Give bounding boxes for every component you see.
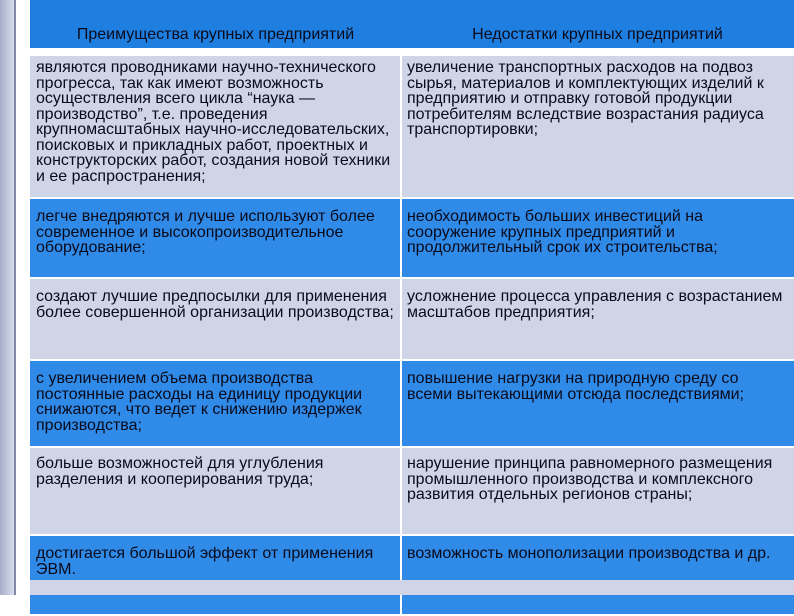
advantage-cell: являются проводниками научно-технического прогресса, так как имеют возможность осуществления всего цикла “наука — производство”, т.е. проведения крупномасштабных научно-исследовательских, поисковых и прикладных работ, проектных и конструкторских работ, создания новой техники и ее распространения; [30, 52, 401, 198]
advantage-cell: создают лучшие предпосылки для применения более совершенной организации производства; [30, 278, 401, 360]
disadvantage-cell: увеличение транспортных расходов на подвоз сырья, материалов и комплектующих изделий к предприятию и отправку готовой продукции потребителям вследствие возрастания радиуса транспортировки; [401, 52, 794, 198]
left-decorative-line [14, 0, 16, 595]
table-row [30, 198, 794, 278]
table-row [30, 535, 794, 615]
disadvantage-cell: необходимость больших инвестиций на сооружение крупных предприятий и продолжительный срок их строительства; [401, 198, 794, 278]
advantage-cell: легче внедряются и лучше используют более современное и высокопроизводительное оборудование; [30, 198, 401, 278]
table-row [30, 52, 794, 198]
disadvantage-cell: усложнение процесса управления с возрастанием масштабов предприятия; [401, 278, 794, 360]
header-advantages: Преимущества крупных предприятий [30, 0, 401, 52]
advantage-cell: с увеличением объема производства постоянные расходы на единицу продукции снижаются, что ведет к снижению издержек производства; [30, 360, 401, 447]
table-bottom-band [30, 580, 794, 595]
disadvantage-cell: возможность монополизации производства и др. [401, 535, 794, 615]
comparison-table-container [30, 0, 794, 595]
header-disadvantages: Недостатки крупных предприятий [401, 0, 794, 52]
table-header-row [30, 0, 794, 52]
left-decorative-strip [0, 0, 14, 595]
comparison-table [30, 0, 794, 616]
advantage-cell: достигается большой эффект от применения ЭВМ. [30, 535, 401, 615]
disadvantage-cell: нарушение принципа равномерного размещения промышленного производства и комплексного развития отдельных регионов страны; [401, 447, 794, 535]
disadvantage-cell: повышение нагрузки на природную среду со всеми вытекающими отсюда последствиями; [401, 360, 794, 447]
advantage-cell: больше возможностей для углубления разделения и кооперирования труда; [30, 447, 401, 535]
table-row [30, 278, 794, 360]
table-row [30, 447, 794, 535]
table-row [30, 360, 794, 447]
